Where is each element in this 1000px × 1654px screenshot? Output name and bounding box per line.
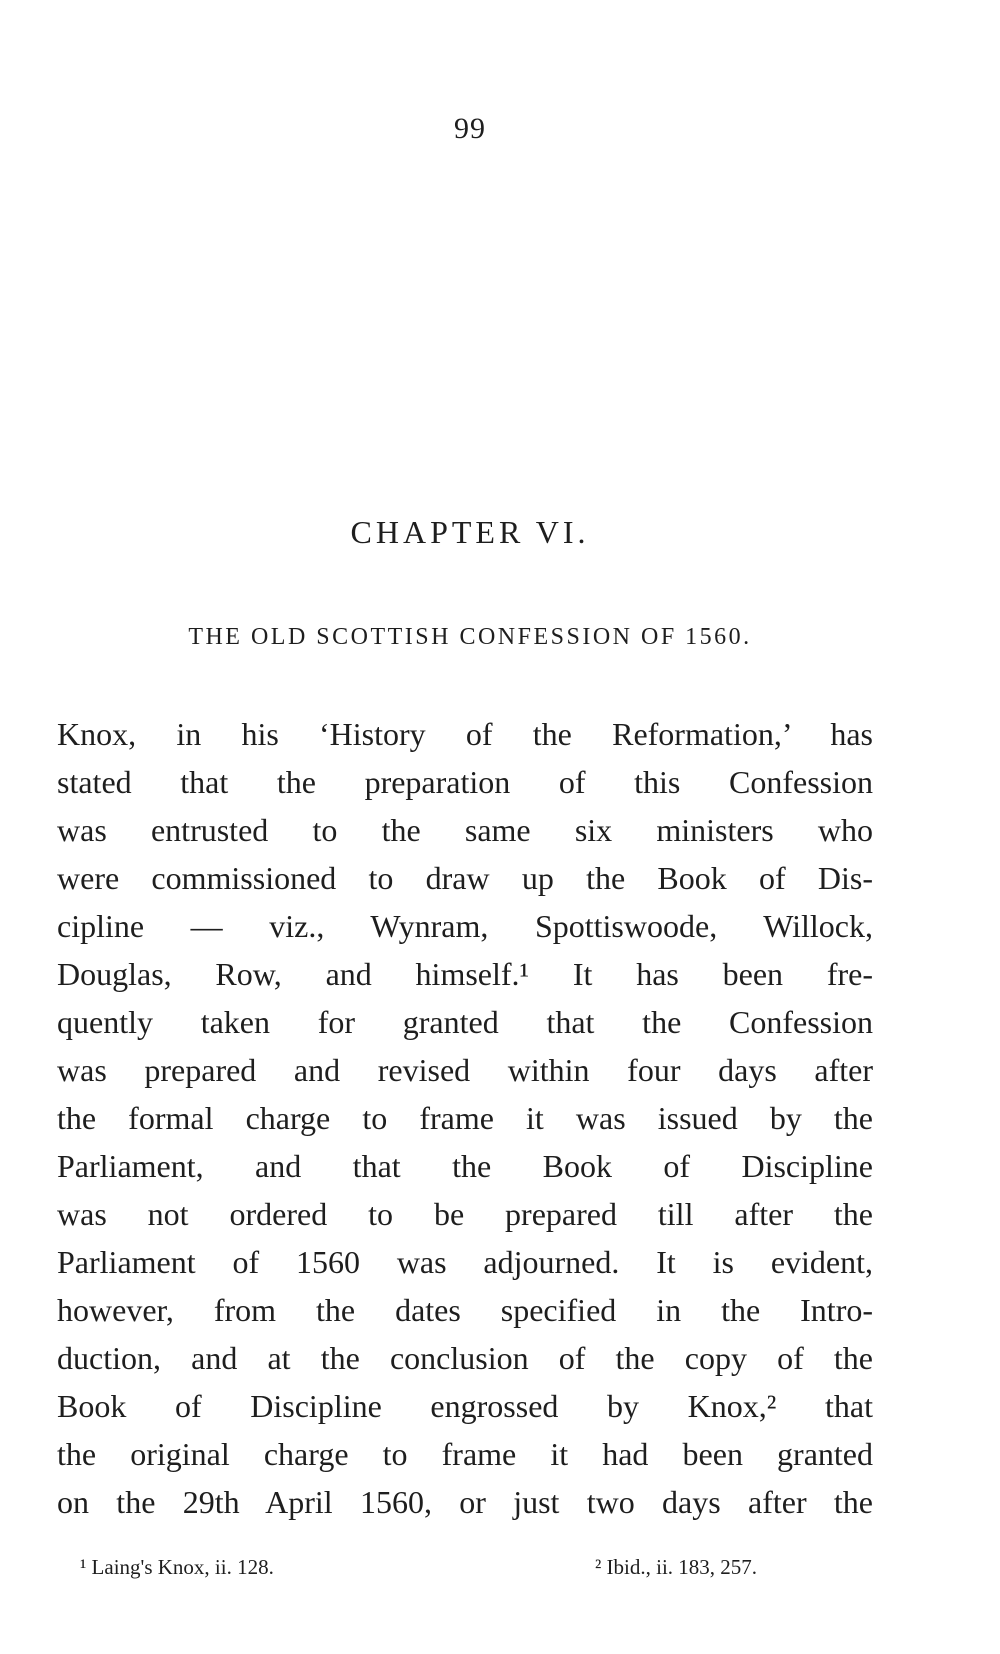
body-line: was prepared and revised within four days after	[57, 1052, 873, 1088]
body-line: however, from the dates specified in the Intro-	[57, 1292, 873, 1328]
body-line: Parliament of 1560 was adjourned. It is evident,	[57, 1244, 873, 1280]
body-line: duction, and at the conclusion of the copy of the	[57, 1340, 873, 1376]
footnote-1: ¹ Laing's Knox, ii. 128.	[80, 1555, 274, 1579]
chapter-subtitle: THE OLD SCOTTISH CONFESSION OF 1560.	[188, 624, 752, 650]
body-line: Parliament, and that the Book of Discipline	[57, 1148, 873, 1184]
body-line: were commissioned to draw up the Book of Dis-	[57, 860, 873, 896]
body-line: was entrusted to the same six ministers who	[57, 812, 873, 848]
body-line: Douglas, Row, and himself.¹ It has been fre-	[57, 956, 873, 992]
body-line: the formal charge to frame it was issued by the	[57, 1100, 873, 1136]
footnotes	[80, 1552, 870, 1582]
body-line: was not ordered to be prepared till after the	[57, 1196, 873, 1232]
footnote-2: ² Ibid., ii. 183, 257.	[595, 1555, 758, 1579]
body-text	[57, 710, 873, 1526]
body-line: the original charge to frame it had been granted	[57, 1436, 873, 1472]
body-line: quently taken for granted that the Confession	[57, 1004, 873, 1040]
body-line: Knox, in his ‘History of the Reformation,’ has	[57, 716, 873, 752]
body-line: on the 29th April 1560, or just two days after the	[57, 1484, 873, 1520]
body-line: stated that the preparation of this Confession	[57, 764, 873, 800]
chapter-title: CHAPTER VI.	[350, 514, 590, 550]
body-line: Book of Discipline engrossed by Knox,² that	[57, 1388, 873, 1424]
body-line: cipline — viz., Wynram, Spottiswoode, Willock,	[57, 908, 873, 944]
page-number: 99	[454, 112, 486, 145]
